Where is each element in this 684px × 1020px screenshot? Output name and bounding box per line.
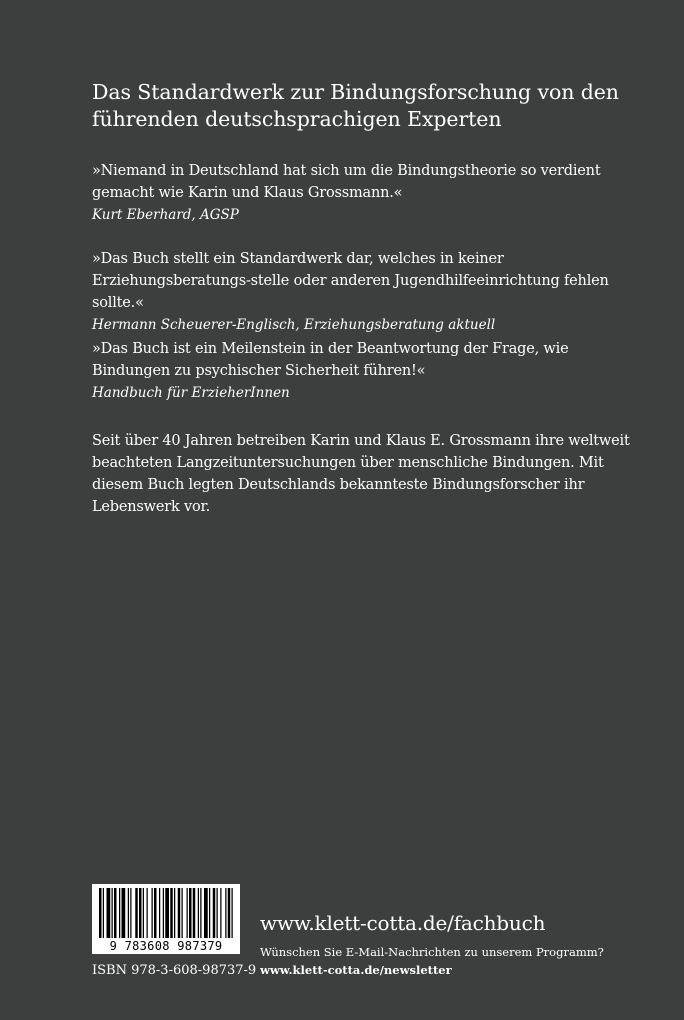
website-link[interactable]: www.klett-cotta.de/fachbuch — [260, 911, 546, 935]
barcode-bars — [99, 888, 233, 938]
quote-2 — [92, 248, 632, 335]
newsletter-question: Wünschen Sie E-Mail-Nachrichten zu unserem Programm? — [260, 945, 604, 959]
barcode-bar — [182, 888, 183, 938]
barcode-bar — [213, 888, 216, 938]
barcode-bar — [187, 888, 188, 938]
barcode-bar — [143, 888, 144, 938]
barcode-bar — [198, 888, 199, 938]
barcode-bar — [200, 888, 201, 938]
barcode-bar — [139, 888, 142, 938]
barcode-bar — [114, 888, 117, 938]
barcode-bar — [154, 888, 157, 938]
barcode-bar — [178, 888, 181, 938]
barcode-bar — [204, 888, 208, 938]
barcode-bar — [228, 888, 231, 938]
quote-2-text: »Das Buch stellt ein Standardwerk dar, welches in keiner Erziehungsberatungs-stelle oder anderen Jugendhilfeeinrichtung fehlen sollte.« — [92, 251, 609, 311]
barcode-bar — [193, 888, 196, 938]
quote-3-text: »Das Buch ist ein Meilenstein in der Beantwortung der Frage, wie Bindungen zu psychischer Sicherheit führen!« — [92, 341, 569, 379]
barcode-bar — [103, 888, 104, 938]
quote-3 — [92, 338, 632, 403]
barcode-bar — [225, 888, 226, 938]
barcode-bar — [174, 888, 175, 938]
barcode-bar — [112, 888, 113, 938]
barcode-bar — [165, 888, 169, 938]
quote-1 — [92, 160, 632, 225]
quote-2-source: Hermann Scheuerer-Englisch, Erziehungsberatung aktuell — [92, 317, 496, 333]
quote-3-source: Handbuch für ErzieherInnen — [92, 385, 290, 401]
barcode-bar — [232, 888, 233, 938]
barcode-bar — [217, 888, 218, 938]
barcode-bar — [122, 888, 126, 938]
barcode-bar — [130, 888, 131, 938]
barcode-bar — [163, 888, 164, 938]
barcode-bar — [209, 888, 210, 938]
barcode-bar — [159, 888, 160, 938]
quote-1-source: Kurt Eberhard, AGSP — [92, 207, 239, 223]
barcode-bar — [128, 888, 129, 938]
barcode-bar — [189, 888, 192, 938]
quote-1-text: »Niemand in Deutschland hat sich um die Bindungstheorie so verdient gemacht wie Karin und Klaus Grossmann.« — [92, 163, 601, 201]
barcode-bar — [147, 888, 148, 938]
barcode-bar — [152, 888, 153, 938]
newsletter-link[interactable]: www.klett-cotta.de/newsletter — [260, 963, 452, 977]
barcode — [92, 884, 240, 954]
isbn: ISBN 978-3-608-98737-9 — [92, 963, 257, 978]
barcode-bar — [119, 888, 120, 938]
headline: Das Standardwerk zur Bindungsforschung von den führenden deutschsprachigen Experten — [92, 80, 619, 131]
barcode-bar — [99, 888, 102, 938]
barcode-bar — [170, 888, 173, 938]
barcode-bar — [107, 888, 111, 938]
description: Seit über 40 Jahren betreiben Karin und Klaus E. Grossmann ihre weltweit beachteten Langzeituntersuchungen über menschliche Bindungen. Mit diesem Buch legten Deutschlands bekannteste Bindungsforscher ihr Lebenswerk vor. — [92, 433, 630, 515]
barcode-digits: 9 783608 987379 — [109, 939, 223, 953]
barcode-bar — [135, 888, 138, 938]
barcode-bar — [220, 888, 221, 938]
